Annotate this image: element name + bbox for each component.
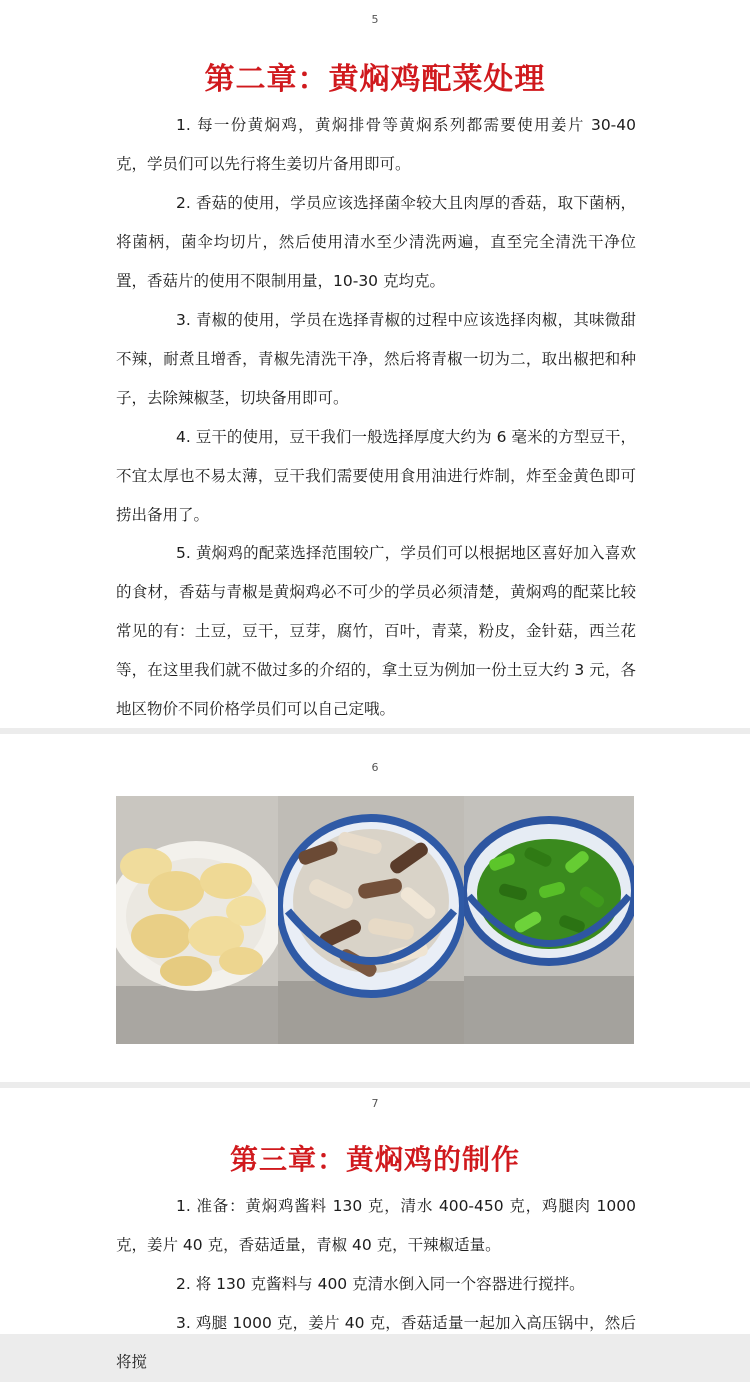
ingredient-photo-strip [116, 796, 634, 1044]
paragraph-1: 1. 准备：黄焖鸡酱料 130 克，清水 400-450 克，鸡腿肉 1000 克，姜片 40 克，香菇适量，青椒 40 克，干辣椒适量。 [116, 1197, 636, 1254]
chapter-title: 第三章：黄焖鸡的制作 [229, 1143, 520, 1176]
paragraph-2: 2. 香菇的使用，学员应该选择菌伞较大且肉厚的香菇，取下菌柄，将菌柄，菌伞均切片，然后使用清水至少清洗两遍，直至完全清洗干净位置，香菇片的使用不限制用量，10-30 克均克。 [116, 194, 636, 290]
sliced-mushrooms-photo [278, 796, 464, 1044]
chopped-green-peppers-photo [464, 796, 634, 1044]
paragraph-1: 1. 每一份黄焖鸡，黄焖排骨等黄焖系列都需要使用姜片 30-40 克，学员们可以先行将生姜切片备用即可。 [116, 116, 636, 173]
ginger-slices-photo [116, 796, 278, 1044]
chapter-title: 第二章：黄焖鸡配菜处理 [204, 62, 546, 97]
page-number: 7 [371, 1097, 379, 1110]
paragraph-2: 2. 将 130 克酱料与 400 克清水倒入同一个容器进行搅拌。 [176, 1275, 585, 1293]
page-number: 6 [371, 761, 379, 774]
document-page-7 [0, 1088, 750, 1371]
paragraph-5: 5. 黄焖鸡的配菜选择范围较广，学员们可以根据地区喜好加入喜欢的食材，香菇与青椒是黄焖鸡必不可少的学员必须清楚，黄焖鸡的配菜比较常见的有：土豆，豆干，豆芽，腐竹，百叶，青菜，粉皮，金针菇，西兰花等，在这里我们就不做过多的介绍的，拿土豆为例加一份土豆大约 3 元，各地区物价不同价格学员们可以自己定哦。 [116, 544, 636, 718]
paragraph-4: 4. 豆干的使用，豆干我们一般选择厚度大约为 6 毫米的方型豆干，不宜太厚也不易太薄，豆干我们需要使用食用油进行炸制，炸至金黄色即可捞出备用了。 [116, 428, 636, 524]
page-number: 5 [371, 13, 379, 26]
document-page-6 [0, 734, 750, 1082]
paragraph-3: 3. 鸡腿 1000 克，姜片 40 克，香菇适量一起加入高压锅中，然后将搅 [116, 1314, 636, 1371]
paragraph-3: 3. 青椒的使用，学员在选择青椒的过程中应该选择肉椒，其味微甜不辣，耐煮且增香，青椒先清洗干净，然后将青椒一切为二，取出椒把和种子，去除辣椒茎，切块备用即可。 [116, 311, 636, 407]
